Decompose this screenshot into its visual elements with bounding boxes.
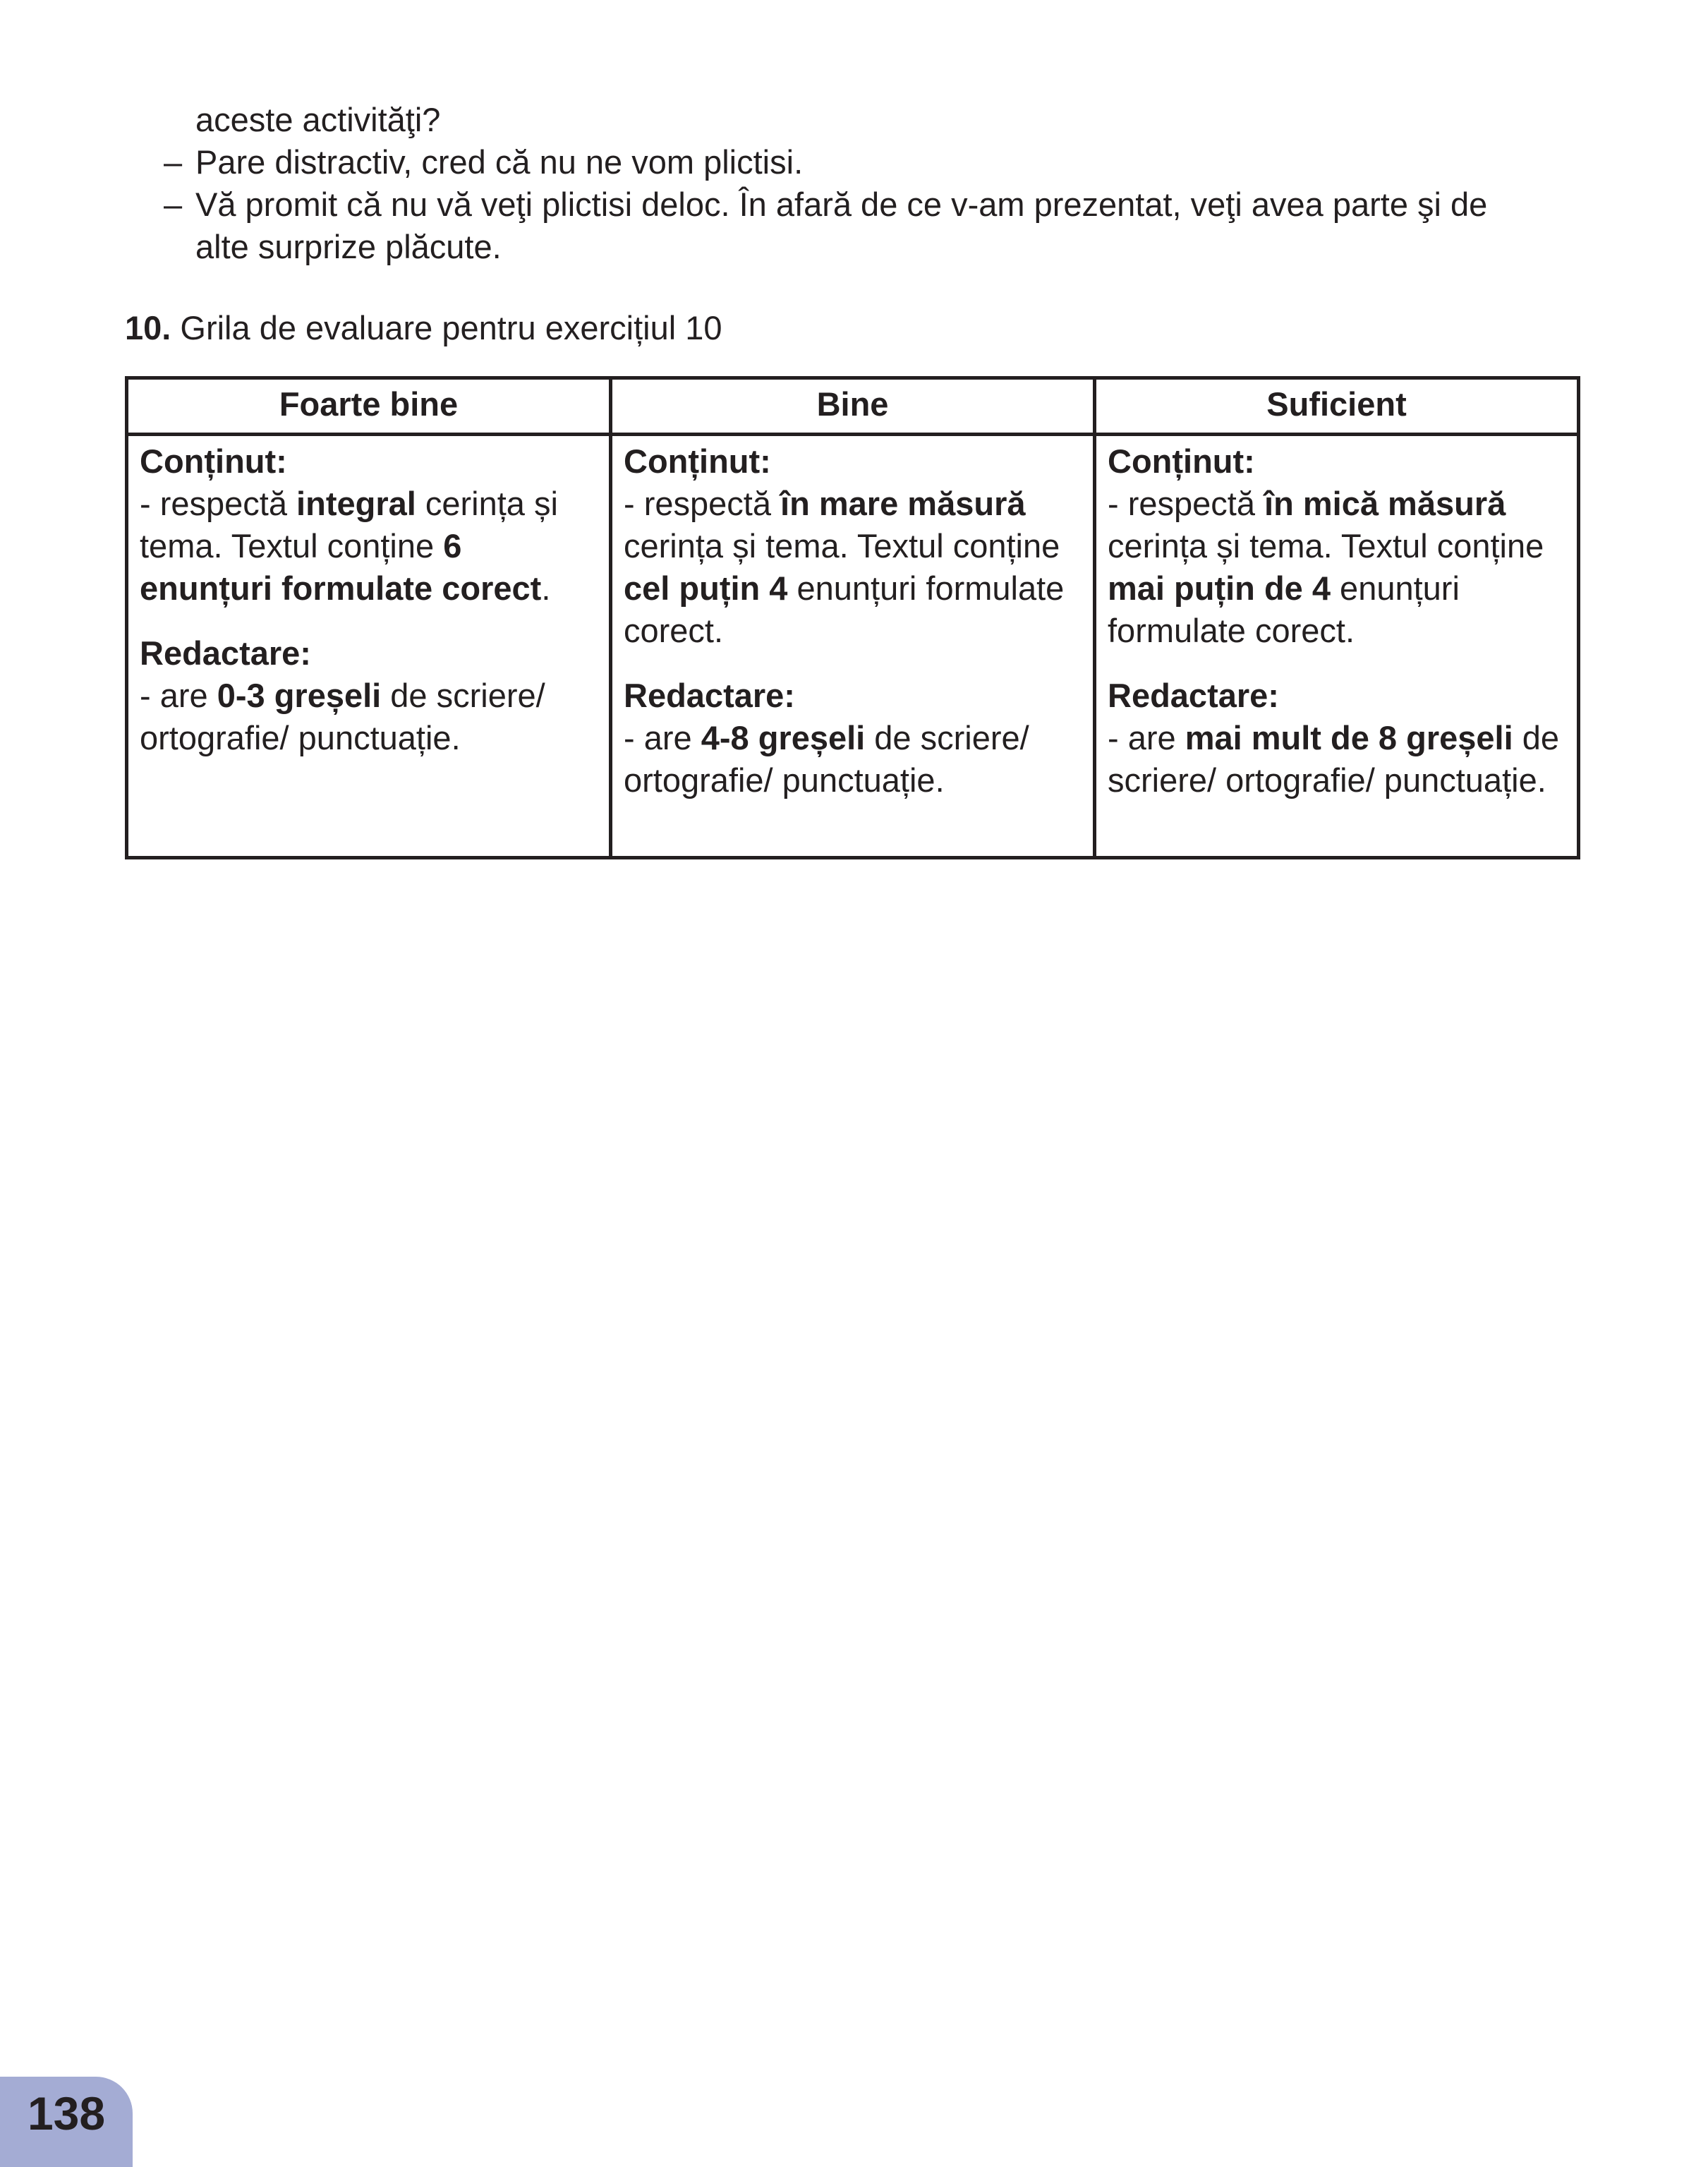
content-criteria: - respectă integral cerința și tema. Textul conține 6 enunțuri formulate corect. bbox=[140, 485, 558, 607]
dialogue-line: aceste activităţi? bbox=[195, 101, 441, 138]
content-title: Conținut: bbox=[140, 442, 287, 480]
dialogue-line: – Vă promit că nu vă veţi plictisi deloc. În afară de ce v-am prezentat, veţi avea parte şi de bbox=[164, 183, 1589, 226]
content-title: Conținut: bbox=[624, 442, 771, 480]
header-suficient: Suficient bbox=[1095, 378, 1579, 435]
evaluation-grid bbox=[125, 376, 1580, 859]
grid-criteria-row bbox=[127, 435, 1579, 858]
writing-criteria: - are 0-3 greșeli de scriere/ ortografie/ punctuație. bbox=[140, 677, 545, 756]
page-number: 138 bbox=[27, 2087, 106, 2139]
content-title: Conținut: bbox=[1108, 442, 1255, 480]
content-criteria: - respectă în mică măsură cerința și tema. Textul conține mai puțin de 4 enunțuri formulate corect. bbox=[1108, 485, 1544, 649]
writing-criteria: - are mai mult de 8 greșeli de scriere/ ortografie/ punctuație. bbox=[1108, 719, 1559, 799]
criteria-cell-bine bbox=[611, 435, 1095, 858]
page-number-badge bbox=[0, 2077, 133, 2167]
writing-title: Redactare: bbox=[140, 634, 311, 672]
dialogue-line: – Pare distractiv, cred că nu ne vom plictisi. bbox=[164, 141, 1589, 183]
criteria-cell-foarte-bine bbox=[127, 435, 611, 858]
content-criteria: - respectă în mare măsură cerința și tema. Textul conține cel puțin 4 enunțuri formulate corect. bbox=[624, 485, 1065, 649]
header-foarte-bine: Foarte bine bbox=[127, 378, 611, 435]
exercise-title: Grila de evaluare pentru exercițiul 10 bbox=[180, 309, 722, 346]
writing-title: Redactare: bbox=[624, 677, 795, 714]
grid-header-row bbox=[127, 378, 1579, 435]
writing-title: Redactare: bbox=[1108, 677, 1279, 714]
dialogue-text bbox=[164, 99, 1589, 268]
dialogue-line: alte surprize plăcute. bbox=[195, 228, 502, 265]
header-bine: Bine bbox=[611, 378, 1095, 435]
writing-criteria: - are 4-8 greșeli de scriere/ ortografie/ punctuație. bbox=[624, 719, 1029, 799]
criteria-cell-suficient bbox=[1095, 435, 1579, 858]
exercise-heading bbox=[125, 307, 722, 349]
exercise-number: 10. bbox=[125, 309, 171, 346]
